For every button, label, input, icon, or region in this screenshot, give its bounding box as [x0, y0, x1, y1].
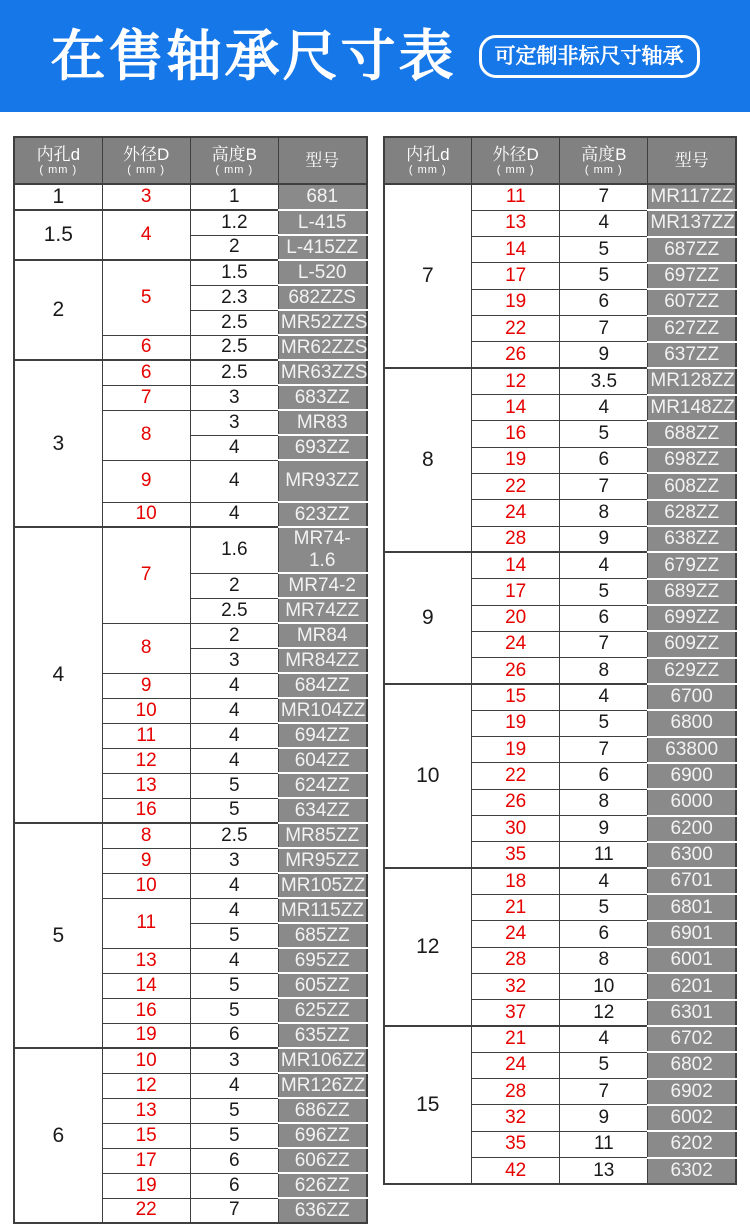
height-cell: 2.5 [190, 310, 278, 335]
model-cell: 6302 [648, 1158, 736, 1184]
outer-diameter-cell: 19 [472, 710, 560, 736]
outer-diameter-cell: 13 [472, 210, 560, 236]
height-cell: 5 [190, 973, 278, 998]
outer-diameter-cell: 14 [472, 552, 560, 578]
height-cell: 4 [190, 673, 278, 698]
outer-diameter-cell: 35 [472, 1131, 560, 1157]
height-cell: 3 [190, 648, 278, 673]
outer-diameter-cell: 9 [102, 848, 190, 873]
height-cell: 4 [190, 748, 278, 773]
height-cell: 2 [190, 573, 278, 598]
height-cell: 5 [560, 421, 648, 447]
model-cell: 685ZZ [278, 923, 366, 948]
model-cell: 6900 [648, 763, 736, 789]
model-cell: MR95ZZ [278, 848, 366, 873]
height-cell: 12 [560, 1000, 648, 1026]
table-row [384, 184, 737, 210]
model-cell: 6201 [648, 973, 736, 999]
height-cell: 6 [560, 921, 648, 947]
height-cell: 5 [190, 1098, 278, 1123]
model-cell: 688ZZ [648, 421, 736, 447]
model-cell: 682ZZS [278, 285, 366, 310]
model-cell: 609ZZ [648, 631, 736, 657]
model-cell: 689ZZ [648, 579, 736, 605]
outer-diameter-cell: 9 [102, 460, 190, 502]
height-cell: 5 [560, 263, 648, 289]
height-cell: 4 [190, 873, 278, 898]
model-cell: MR93ZZ [278, 460, 366, 502]
column-header-outer-diameter: 外径D ( mm ) [472, 137, 560, 184]
header-row [14, 137, 367, 184]
outer-diameter-cell: 11 [102, 723, 190, 748]
model-cell: 635ZZ [278, 1023, 366, 1048]
outer-diameter-cell: 8 [102, 823, 190, 848]
model-cell: 629ZZ [648, 658, 736, 684]
model-cell: MR104ZZ [278, 698, 366, 723]
height-cell: 2.5 [190, 823, 278, 848]
outer-diameter-cell: 24 [472, 631, 560, 657]
height-cell: 4 [190, 898, 278, 923]
model-cell: MR137ZZ [648, 210, 736, 236]
outer-diameter-cell: 13 [102, 773, 190, 798]
height-cell: 5 [190, 773, 278, 798]
outer-diameter-cell: 15 [102, 1123, 190, 1148]
model-cell: MR84ZZ [278, 648, 366, 673]
model-cell: 699ZZ [648, 605, 736, 631]
outer-diameter-cell: 26 [472, 658, 560, 684]
outer-diameter-cell: 24 [472, 1052, 560, 1078]
height-cell: 10 [560, 973, 648, 999]
table-row [14, 823, 367, 848]
table-row [14, 210, 367, 235]
outer-diameter-cell: 8 [102, 623, 190, 673]
outer-diameter-cell: 9 [102, 673, 190, 698]
model-cell: 6200 [648, 816, 736, 842]
height-cell: 4 [560, 868, 648, 894]
height-cell: 4 [190, 723, 278, 748]
height-cell: 5 [560, 237, 648, 263]
height-cell: 2 [190, 623, 278, 648]
outer-diameter-cell: 17 [102, 1148, 190, 1173]
table-row [384, 684, 737, 710]
outer-diameter-cell: 28 [472, 947, 560, 973]
outer-diameter-cell: 15 [472, 684, 560, 710]
height-cell: 7 [560, 184, 648, 210]
model-cell: MR63ZZS [278, 360, 366, 385]
model-cell: 6902 [648, 1079, 736, 1105]
height-cell: 7 [190, 1198, 278, 1223]
outer-diameter-cell: 26 [472, 342, 560, 368]
height-cell: 5 [560, 894, 648, 920]
model-cell: 686ZZ [278, 1098, 366, 1123]
height-cell: 4 [560, 395, 648, 421]
column-header-height: 高度B ( mm ) [560, 137, 648, 184]
height-cell: 2.5 [190, 335, 278, 360]
inner-diameter-cell: 2 [14, 260, 102, 360]
model-cell: 624ZZ [278, 773, 366, 798]
height-cell: 2 [190, 235, 278, 260]
model-cell: MR106ZZ [278, 1048, 366, 1073]
outer-diameter-cell: 6 [102, 335, 190, 360]
outer-diameter-cell: 24 [472, 500, 560, 526]
outer-diameter-cell: 12 [472, 368, 560, 394]
bearing-size-table-right [383, 136, 738, 1185]
height-cell: 6 [560, 289, 648, 315]
height-cell: 2.5 [190, 598, 278, 623]
height-cell: 6 [190, 1023, 278, 1048]
outer-diameter-cell: 37 [472, 1000, 560, 1026]
height-cell: 5 [190, 923, 278, 948]
model-cell: MR74ZZ [278, 598, 366, 623]
inner-diameter-cell: 10 [384, 684, 472, 868]
height-cell: 6 [190, 1173, 278, 1198]
inner-diameter-cell: 1 [14, 184, 102, 210]
inner-diameter-cell: 4 [14, 527, 102, 823]
height-cell: 4 [190, 460, 278, 502]
height-cell: 5 [560, 579, 648, 605]
inner-diameter-cell: 9 [384, 552, 472, 684]
outer-diameter-cell: 20 [472, 605, 560, 631]
tables-container [0, 112, 750, 1224]
height-cell: 4 [190, 698, 278, 723]
outer-diameter-cell: 11 [102, 898, 190, 948]
outer-diameter-cell: 21 [472, 894, 560, 920]
outer-diameter-cell: 12 [102, 748, 190, 773]
column-header-inner-diameter: 内孔d ( mm ) [384, 137, 472, 184]
table-row [14, 360, 367, 385]
outer-diameter-cell: 5 [102, 260, 190, 335]
model-cell: MR105ZZ [278, 873, 366, 898]
table-row [384, 868, 737, 894]
outer-diameter-cell: 10 [102, 502, 190, 527]
table-row [384, 552, 737, 578]
model-cell: 6700 [648, 684, 736, 710]
custom-size-badge: 可定制非标尺寸轴承 [479, 35, 700, 78]
height-cell: 6 [190, 1148, 278, 1173]
model-cell: 6800 [648, 710, 736, 736]
model-cell: 6702 [648, 1026, 736, 1052]
table-row [14, 260, 367, 285]
column-header-model: 型号 [278, 137, 366, 184]
model-cell: 608ZZ [648, 473, 736, 499]
outer-diameter-cell: 19 [472, 737, 560, 763]
model-cell: MR148ZZ [648, 395, 736, 421]
model-cell: 693ZZ [278, 435, 366, 460]
model-cell: MR126ZZ [278, 1073, 366, 1098]
model-cell: 6802 [648, 1052, 736, 1078]
height-cell: 7 [560, 631, 648, 657]
height-cell: 3 [190, 410, 278, 435]
header-banner [0, 0, 750, 112]
table-row [384, 368, 737, 394]
height-cell: 7 [560, 1079, 648, 1105]
model-cell: MR62ZZS [278, 335, 366, 360]
outer-diameter-cell: 26 [472, 789, 560, 815]
model-cell: 627ZZ [648, 316, 736, 342]
outer-diameter-cell: 19 [102, 1023, 190, 1048]
table-row [14, 1048, 367, 1073]
model-cell: 6000 [648, 789, 736, 815]
model-cell: 623ZZ [278, 502, 366, 527]
height-cell: 3 [190, 385, 278, 410]
outer-diameter-cell: 32 [472, 973, 560, 999]
model-cell: MR52ZZS [278, 310, 366, 335]
model-cell: 6002 [648, 1105, 736, 1131]
outer-diameter-cell: 7 [102, 527, 190, 623]
model-cell: L-415ZZ [278, 235, 366, 260]
model-cell: 6202 [648, 1131, 736, 1157]
inner-diameter-cell: 15 [384, 1026, 472, 1184]
model-cell: 6300 [648, 842, 736, 868]
outer-diameter-cell: 19 [472, 447, 560, 473]
height-cell: 8 [560, 789, 648, 815]
outer-diameter-cell: 28 [472, 1079, 560, 1105]
outer-diameter-cell: 17 [472, 263, 560, 289]
height-cell: 5 [560, 710, 648, 736]
model-cell: 694ZZ [278, 723, 366, 748]
height-cell: 11 [560, 1131, 648, 1157]
model-cell: 628ZZ [648, 500, 736, 526]
inner-diameter-cell: 7 [384, 184, 472, 368]
model-cell: 605ZZ [278, 973, 366, 998]
outer-diameter-cell: 13 [102, 1098, 190, 1123]
model-cell: 607ZZ [648, 289, 736, 315]
bearing-size-table-left [13, 136, 368, 1224]
height-cell: 5 [190, 1123, 278, 1148]
outer-diameter-cell: 32 [472, 1105, 560, 1131]
outer-diameter-cell: 22 [472, 316, 560, 342]
outer-diameter-cell: 8 [102, 410, 190, 460]
height-cell: 7 [560, 473, 648, 499]
column-header-height: 高度B ( mm ) [190, 137, 278, 184]
model-cell: MR128ZZ [648, 368, 736, 394]
model-cell: L-520 [278, 260, 366, 285]
model-cell: 684ZZ [278, 673, 366, 698]
outer-diameter-cell: 14 [102, 973, 190, 998]
inner-diameter-cell: 6 [14, 1048, 102, 1223]
height-cell: 8 [560, 658, 648, 684]
model-cell: 697ZZ [648, 263, 736, 289]
height-cell: 3.5 [560, 368, 648, 394]
outer-diameter-cell: 11 [472, 184, 560, 210]
height-cell: 1.5 [190, 260, 278, 285]
outer-diameter-cell: 12 [102, 1073, 190, 1098]
outer-diameter-cell: 4 [102, 210, 190, 260]
height-cell: 5 [560, 1052, 648, 1078]
outer-diameter-cell: 21 [472, 1026, 560, 1052]
height-cell: 1 [190, 184, 278, 210]
height-cell: 13 [560, 1158, 648, 1184]
model-cell: 63800 [648, 737, 736, 763]
outer-diameter-cell: 28 [472, 526, 560, 552]
model-cell: 681 [278, 184, 366, 210]
height-cell: 2.5 [190, 360, 278, 385]
outer-diameter-cell: 13 [102, 948, 190, 973]
height-cell: 3 [190, 1048, 278, 1073]
outer-diameter-cell: 10 [102, 873, 190, 898]
height-cell: 3 [190, 848, 278, 873]
page-title: 在售轴承尺寸表 [50, 24, 457, 87]
model-cell: 683ZZ [278, 385, 366, 410]
model-cell: 625ZZ [278, 998, 366, 1023]
model-cell: 626ZZ [278, 1173, 366, 1198]
outer-diameter-cell: 16 [102, 998, 190, 1023]
column-header-model: 型号 [648, 137, 736, 184]
model-cell: MR83 [278, 410, 366, 435]
outer-diameter-cell: 16 [102, 798, 190, 823]
model-cell: 606ZZ [278, 1148, 366, 1173]
model-cell: 679ZZ [648, 552, 736, 578]
height-cell: 4 [560, 1026, 648, 1052]
inner-diameter-cell: 3 [14, 360, 102, 527]
model-cell: MR84 [278, 623, 366, 648]
height-cell: 5 [190, 798, 278, 823]
height-cell: 4 [190, 1073, 278, 1098]
outer-diameter-cell: 35 [472, 842, 560, 868]
height-cell: 4 [560, 552, 648, 578]
outer-diameter-cell: 19 [102, 1173, 190, 1198]
model-cell: L-415 [278, 210, 366, 235]
model-cell: 698ZZ [648, 447, 736, 473]
height-cell: 6 [560, 763, 648, 789]
model-cell: MR117ZZ [648, 184, 736, 210]
inner-diameter-cell: 1.5 [14, 210, 102, 260]
height-cell: 4 [560, 684, 648, 710]
height-cell: 8 [560, 500, 648, 526]
height-cell: 6 [560, 447, 648, 473]
model-cell: 6001 [648, 947, 736, 973]
height-cell: 5 [190, 998, 278, 1023]
height-cell: 6 [560, 605, 648, 631]
height-cell: 9 [560, 816, 648, 842]
outer-diameter-cell: 42 [472, 1158, 560, 1184]
model-cell: 687ZZ [648, 237, 736, 263]
outer-diameter-cell: 22 [472, 473, 560, 499]
height-cell: 9 [560, 342, 648, 368]
model-cell: MR85ZZ [278, 823, 366, 848]
outer-diameter-cell: 22 [102, 1198, 190, 1223]
model-cell: 6701 [648, 868, 736, 894]
model-cell: MR74-1.6 [278, 527, 366, 573]
height-cell: 11 [560, 842, 648, 868]
outer-diameter-cell: 10 [102, 698, 190, 723]
column-header-outer-diameter: 外径D ( mm ) [102, 137, 190, 184]
model-cell: 6301 [648, 1000, 736, 1026]
outer-diameter-cell: 6 [102, 360, 190, 385]
model-cell: 637ZZ [648, 342, 736, 368]
outer-diameter-cell: 14 [472, 237, 560, 263]
outer-diameter-cell: 30 [472, 816, 560, 842]
outer-diameter-cell: 22 [472, 763, 560, 789]
header-row [384, 137, 737, 184]
model-cell: 6801 [648, 894, 736, 920]
inner-diameter-cell: 5 [14, 823, 102, 1048]
model-cell: 695ZZ [278, 948, 366, 973]
height-cell: 7 [560, 737, 648, 763]
outer-diameter-cell: 7 [102, 385, 190, 410]
table-row [14, 527, 367, 573]
height-cell: 4 [560, 210, 648, 236]
height-cell: 2.3 [190, 285, 278, 310]
model-cell: MR115ZZ [278, 898, 366, 923]
outer-diameter-cell: 16 [472, 421, 560, 447]
inner-diameter-cell: 8 [384, 368, 472, 552]
outer-diameter-cell: 10 [102, 1048, 190, 1073]
outer-diameter-cell: 18 [472, 868, 560, 894]
column-header-inner-diameter: 内孔d ( mm ) [14, 137, 102, 184]
inner-diameter-cell: 12 [384, 868, 472, 1026]
height-cell: 4 [190, 435, 278, 460]
height-cell: 9 [560, 1105, 648, 1131]
table-row [384, 1026, 737, 1052]
model-cell: 634ZZ [278, 798, 366, 823]
height-cell: 1.6 [190, 527, 278, 573]
outer-diameter-cell: 19 [472, 289, 560, 315]
height-cell: 7 [560, 316, 648, 342]
outer-diameter-cell: 17 [472, 579, 560, 605]
model-cell: 636ZZ [278, 1198, 366, 1223]
model-cell: 638ZZ [648, 526, 736, 552]
table-row [14, 184, 367, 210]
outer-diameter-cell: 3 [102, 184, 190, 210]
height-cell: 9 [560, 526, 648, 552]
height-cell: 8 [560, 947, 648, 973]
height-cell: 4 [190, 948, 278, 973]
height-cell: 1.2 [190, 210, 278, 235]
outer-diameter-cell: 24 [472, 921, 560, 947]
model-cell: MR74-2 [278, 573, 366, 598]
model-cell: 6901 [648, 921, 736, 947]
model-cell: 696ZZ [278, 1123, 366, 1148]
model-cell: 604ZZ [278, 748, 366, 773]
height-cell: 4 [190, 502, 278, 527]
outer-diameter-cell: 14 [472, 395, 560, 421]
